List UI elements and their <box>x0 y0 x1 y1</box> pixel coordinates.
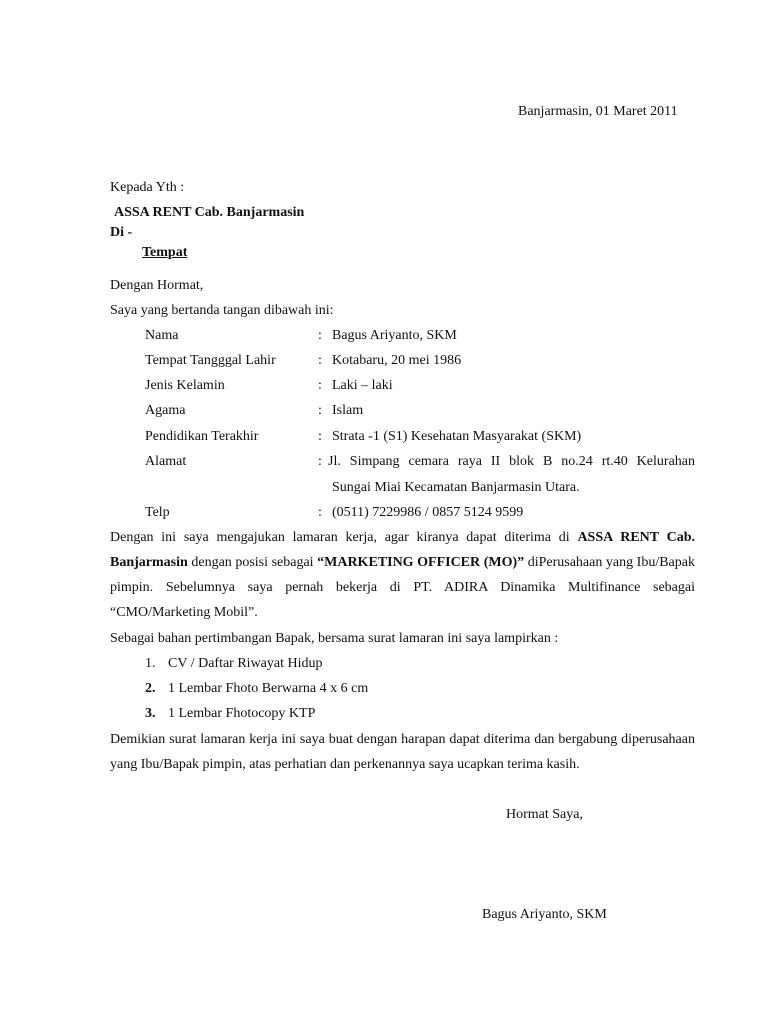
sign-off: Hormat Saya, <box>506 807 583 822</box>
field-colon: : <box>318 353 322 368</box>
field-label-agama: Agama <box>145 403 186 418</box>
attachment-item: CV / Daftar Riwayat Hidup <box>168 656 323 671</box>
application-text-1: Dengan ini saya mengajukan lamaran kerja, agar kiranya dapat diterima di <box>110 530 570 545</box>
field-label-pendidikan: Pendidikan Terakhir <box>145 429 259 444</box>
field-colon: : <box>318 505 322 520</box>
greeting: Dengan Hormat, <box>110 278 204 293</box>
field-colon: : <box>318 454 322 469</box>
company-bold: ASSA RENT Cab. Banjarmasin <box>110 530 696 570</box>
field-colon: : <box>318 328 322 343</box>
field-value-telp: (0511) 7229986 / 0857 5124 9599 <box>332 505 524 520</box>
field-value-jenis-kelamin: Laki – laki <box>332 378 393 393</box>
field-label-ttl: Tempat Tangggal Lahir <box>145 353 276 368</box>
field-colon: : <box>318 378 322 393</box>
attachment-item: 1 Lembar Fhoto Berwarna 4 x 6 cm <box>168 681 369 696</box>
field-value-pendidikan: Strata -1 (S1) Kesehatan Masyarakat (SKM) <box>332 429 582 444</box>
field-label-jenis-kelamin: Jenis Kelamin <box>145 378 225 393</box>
recipient-di: Di - <box>110 225 133 240</box>
closing-paragraph: Demikian surat lamaran kerja ini saya buat dengan harapan dapat diterima dan bergabung diperusahaan yang Ibu/Bapak pimpin, atas perhatian dan perkenannya saya ucapkan terima kasih. <box>110 732 695 772</box>
intro-line: Saya yang bertanda tangan dibawah ini: <box>110 303 334 318</box>
attachment-number: 3. <box>145 706 156 721</box>
attachment-number: 2. <box>145 681 156 696</box>
field-colon: : <box>318 403 322 418</box>
field-value-nama: Bagus Ariyanto, SKM <box>332 328 457 343</box>
recipient-salutation: Kepada Yth : <box>110 180 185 195</box>
place-date: Banjarmasin, 01 Maret 2011 <box>518 104 678 119</box>
attachments-intro: Sebagai bahan pertimbangan Bapak, bersama surat lamaran ini saya lampirkan : <box>110 631 559 646</box>
field-label-alamat: Alamat <box>145 454 187 469</box>
field-value-agama: Islam <box>332 403 364 418</box>
signature-name: Bagus Ariyanto, SKM <box>482 907 607 922</box>
application-text-2: dengan posisi sebagai <box>191 555 314 570</box>
application-paragraph <box>110 525 695 625</box>
field-label-telp: Telp <box>145 505 170 520</box>
field-label-nama: Nama <box>145 328 179 343</box>
position-bold: “MARKETING OFFICER (MO)” <box>317 555 525 570</box>
field-value-ttl: Kotabaru, 20 mei 1986 <box>332 353 462 368</box>
application-text-3: diPerusahaan yang Ibu/Bapak pimpin. Sebelumnya saya pernah bekerja di PT. ADIRA Dinamika Multifinance sebagai “CMO/Marketing Mobil”. <box>110 555 695 620</box>
attachment-number: 1. <box>145 656 156 671</box>
field-value-alamat-line2: Sungai Miai Kecamatan Banjarmasin Utara. <box>332 480 580 495</box>
field-colon: : <box>318 429 322 444</box>
field-value-alamat: Jl. Simpang cemara raya II blok B no.24 rt.40 Kelurahan <box>328 454 695 469</box>
attachment-item: 1 Lembar Fhotocopy KTP <box>168 706 316 721</box>
recipient-company: ASSA RENT Cab. Banjarmasin <box>114 205 305 220</box>
recipient-tempat: Tempat <box>142 245 188 260</box>
